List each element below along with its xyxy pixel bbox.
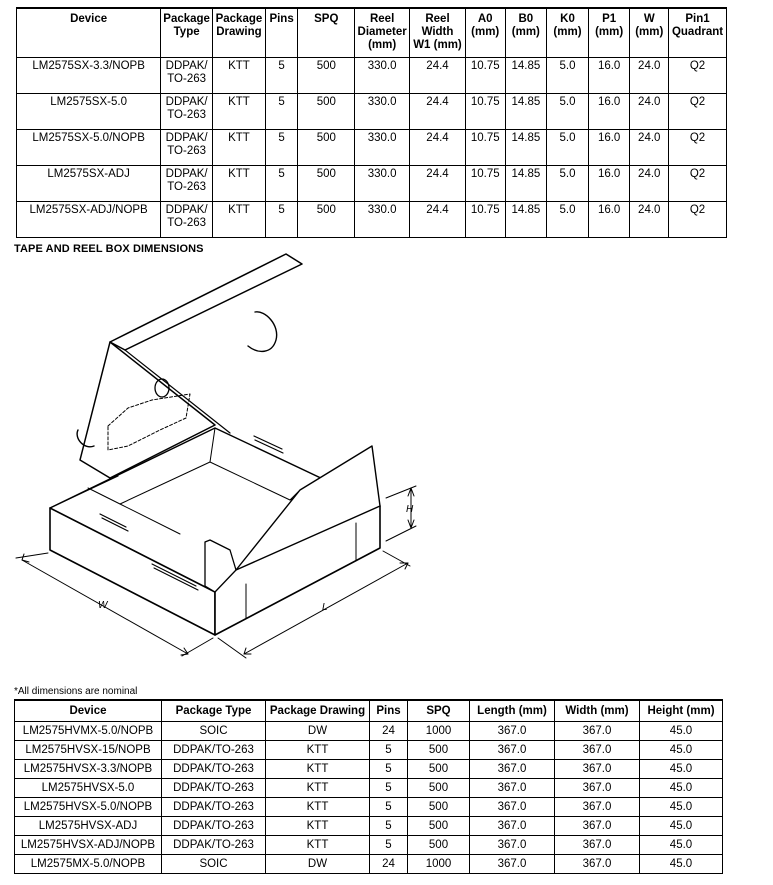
table-row	[17, 166, 727, 202]
reel-width-cell: 24.4	[410, 58, 466, 94]
pin1-quadrant-cell: Q2	[669, 166, 727, 202]
package-type-cell: DDPAK/ TO-263	[161, 94, 213, 130]
spq-cell: 1000	[408, 722, 470, 741]
reel-width-cell: 24.4	[410, 94, 466, 130]
spq-cell: 500	[298, 94, 355, 130]
col-length: Length (mm)	[470, 700, 555, 722]
package-type-cell: DDPAK/TO-263	[162, 836, 266, 855]
height-cell: 45.0	[640, 855, 723, 874]
col-package-drawing: Package Drawing	[213, 8, 266, 58]
device-cell: LM2575SX-ADJ/NOPB	[17, 202, 161, 238]
tape-reel-table-body	[17, 58, 727, 238]
reel-width-cell: 24.4	[410, 166, 466, 202]
col-pin1-quadrant: Pin1 Quadrant	[669, 8, 727, 58]
p1-cell: 16.0	[588, 130, 630, 166]
package-drawing-cell: DW	[266, 855, 370, 874]
package-type-cell: DDPAK/ TO-263	[161, 202, 213, 238]
k0-cell: 5.0	[547, 94, 589, 130]
device-cell: LM2575HVMX-5.0/NOPB	[15, 722, 162, 741]
col-p1: P1 (mm)	[588, 8, 630, 58]
spq-cell: 500	[298, 58, 355, 94]
pins-cell: 5	[370, 741, 408, 760]
box-table-header	[15, 700, 723, 722]
width-cell: 367.0	[555, 779, 640, 798]
package-type-cell: DDPAK/TO-263	[162, 741, 266, 760]
reel-width-cell: 24.4	[410, 130, 466, 166]
table-row	[17, 130, 727, 166]
width-label: W	[98, 600, 108, 611]
p1-cell: 16.0	[588, 166, 630, 202]
height-cell: 45.0	[640, 779, 723, 798]
pin1-quadrant-cell: Q2	[669, 130, 727, 166]
pins-cell: 5	[265, 166, 298, 202]
a0-cell: 10.75	[465, 130, 505, 166]
length-cell: 367.0	[470, 760, 555, 779]
col-width: Width (mm)	[555, 700, 640, 722]
col-device: Device	[17, 8, 161, 58]
w-cell: 24.0	[630, 202, 669, 238]
table-row	[15, 741, 723, 760]
col-package-type: Package Type	[161, 8, 213, 58]
height-cell: 45.0	[640, 798, 723, 817]
package-drawing-cell: KTT	[213, 202, 266, 238]
col-pins: Pins	[265, 8, 298, 58]
spq-cell: 500	[408, 779, 470, 798]
col-pins: Pins	[370, 700, 408, 722]
width-cell: 367.0	[555, 817, 640, 836]
b0-cell: 14.85	[505, 94, 547, 130]
length-label: L	[322, 602, 328, 613]
pins-cell: 24	[370, 722, 408, 741]
package-drawing-cell: KTT	[266, 798, 370, 817]
reel-diameter-cell: 330.0	[355, 130, 410, 166]
height-cell: 45.0	[640, 741, 723, 760]
package-type-cell: DDPAK/TO-263	[162, 817, 266, 836]
p1-cell: 16.0	[588, 58, 630, 94]
reel-diameter-cell: 330.0	[355, 94, 410, 130]
k0-cell: 5.0	[547, 202, 589, 238]
width-cell: 367.0	[555, 836, 640, 855]
pins-cell: 5	[265, 130, 298, 166]
spq-cell: 500	[408, 836, 470, 855]
pins-cell: 5	[370, 817, 408, 836]
length-cell: 367.0	[470, 798, 555, 817]
table-row	[15, 722, 723, 741]
section-title: TAPE AND REEL BOX DIMENSIONS	[14, 243, 204, 255]
col-spq: SPQ	[298, 8, 355, 58]
col-reel-width: Reel Width W1 (mm)	[410, 8, 466, 58]
pin1-quadrant-cell: Q2	[669, 202, 727, 238]
width-cell: 367.0	[555, 855, 640, 874]
width-cell: 367.0	[555, 798, 640, 817]
table-row	[15, 798, 723, 817]
b0-cell: 14.85	[505, 130, 547, 166]
device-cell: LM2575SX-ADJ	[17, 166, 161, 202]
spq-cell: 500	[408, 741, 470, 760]
spq-cell: 500	[408, 817, 470, 836]
device-cell: LM2575HVSX-15/NOPB	[15, 741, 162, 760]
package-type-cell: DDPAK/TO-263	[162, 760, 266, 779]
spq-cell: 1000	[408, 855, 470, 874]
reel-width-cell: 24.4	[410, 202, 466, 238]
header-row	[17, 8, 727, 58]
spq-cell: 500	[298, 130, 355, 166]
pins-cell: 5	[370, 798, 408, 817]
spq-cell: 500	[408, 798, 470, 817]
package-type-cell: DDPAK/TO-263	[162, 798, 266, 817]
package-drawing-cell: KTT	[213, 166, 266, 202]
col-reel-diameter: Reel Diameter (mm)	[355, 8, 410, 58]
package-type-cell: DDPAK/TO-263	[162, 779, 266, 798]
device-cell: LM2575SX-5.0/NOPB	[17, 130, 161, 166]
a0-cell: 10.75	[465, 202, 505, 238]
table-row	[17, 202, 727, 238]
k0-cell: 5.0	[547, 58, 589, 94]
device-cell: LM2575HVSX-ADJ	[15, 817, 162, 836]
length-cell: 367.0	[470, 836, 555, 855]
device-cell: LM2575HVSX-5.0/NOPB	[15, 798, 162, 817]
box-front-face	[50, 508, 215, 635]
package-drawing-cell: KTT	[266, 817, 370, 836]
package-drawing-cell: KTT	[266, 779, 370, 798]
table-row	[15, 836, 723, 855]
b0-cell: 14.85	[505, 166, 547, 202]
box-dimensions-table	[14, 699, 723, 874]
height-cell: 45.0	[640, 836, 723, 855]
pins-cell: 5	[265, 202, 298, 238]
k0-cell: 5.0	[547, 166, 589, 202]
package-drawing-cell: KTT	[213, 94, 266, 130]
w-cell: 24.0	[630, 130, 669, 166]
reel-box-drawing	[0, 250, 470, 680]
length-cell: 367.0	[470, 817, 555, 836]
p1-cell: 16.0	[588, 94, 630, 130]
height-cell: 45.0	[640, 722, 723, 741]
box-lid	[80, 342, 215, 478]
height-cell: 45.0	[640, 760, 723, 779]
package-drawing-cell: KTT	[266, 741, 370, 760]
box-table-body	[15, 722, 723, 874]
table-row	[17, 94, 727, 130]
package-type-cell: SOIC	[162, 722, 266, 741]
spq-cell: 500	[408, 760, 470, 779]
reel-diameter-cell: 330.0	[355, 58, 410, 94]
pins-cell: 5	[265, 94, 298, 130]
table-row	[15, 817, 723, 836]
package-type-cell: DDPAK/ TO-263	[161, 166, 213, 202]
device-cell: LM2575SX-5.0	[17, 94, 161, 130]
width-cell: 367.0	[555, 760, 640, 779]
col-device: Device	[15, 700, 162, 722]
a0-cell: 10.75	[465, 166, 505, 202]
a0-cell: 10.75	[465, 58, 505, 94]
w-cell: 24.0	[630, 166, 669, 202]
col-spq: SPQ	[408, 700, 470, 722]
col-b0: B0 (mm)	[505, 8, 547, 58]
spq-cell: 500	[298, 202, 355, 238]
b0-cell: 14.85	[505, 58, 547, 94]
pin1-quadrant-cell: Q2	[669, 94, 727, 130]
pins-cell: 5	[370, 779, 408, 798]
height-label: H	[406, 504, 414, 515]
pin1-quadrant-cell: Q2	[669, 58, 727, 94]
package-type-cell: DDPAK/ TO-263	[161, 130, 213, 166]
w-cell: 24.0	[630, 58, 669, 94]
col-package-drawing: Package Drawing	[266, 700, 370, 722]
k0-cell: 5.0	[547, 130, 589, 166]
length-cell: 367.0	[470, 779, 555, 798]
table-row	[15, 760, 723, 779]
length-cell: 367.0	[470, 741, 555, 760]
package-type-cell: SOIC	[162, 855, 266, 874]
package-drawing-cell: KTT	[213, 58, 266, 94]
device-cell: LM2575HVSX-3.3/NOPB	[15, 760, 162, 779]
length-cell: 367.0	[470, 855, 555, 874]
device-cell: LM2575HVSX-ADJ/NOPB	[15, 836, 162, 855]
package-drawing-cell: KTT	[213, 130, 266, 166]
reel-diameter-cell: 330.0	[355, 166, 410, 202]
pins-cell: 5	[370, 760, 408, 779]
col-height: Height (mm)	[640, 700, 723, 722]
col-w: W (mm)	[630, 8, 669, 58]
reel-diameter-cell: 330.0	[355, 202, 410, 238]
pins-cell: 24	[370, 855, 408, 874]
header-row	[15, 700, 723, 722]
spq-cell: 500	[298, 166, 355, 202]
w-cell: 24.0	[630, 94, 669, 130]
table-row	[15, 855, 723, 874]
package-type-cell: DDPAK/ TO-263	[161, 58, 213, 94]
tape-reel-table-header	[17, 8, 727, 58]
length-cell: 367.0	[470, 722, 555, 741]
b0-cell: 14.85	[505, 202, 547, 238]
p1-cell: 16.0	[588, 202, 630, 238]
table-row	[15, 779, 723, 798]
tape-reel-table	[16, 7, 727, 238]
device-cell: LM2575HVSX-5.0	[15, 779, 162, 798]
package-drawing-cell: DW	[266, 722, 370, 741]
table-row	[17, 58, 727, 94]
col-package-type: Package Type	[162, 700, 266, 722]
width-cell: 367.0	[555, 722, 640, 741]
width-cell: 367.0	[555, 741, 640, 760]
device-cell: LM2575SX-3.3/NOPB	[17, 58, 161, 94]
pins-cell: 5	[265, 58, 298, 94]
col-a0: A0 (mm)	[465, 8, 505, 58]
device-cell: LM2575MX-5.0/NOPB	[15, 855, 162, 874]
pins-cell: 5	[370, 836, 408, 855]
a0-cell: 10.75	[465, 94, 505, 130]
package-drawing-cell: KTT	[266, 760, 370, 779]
package-drawing-cell: KTT	[266, 836, 370, 855]
height-cell: 45.0	[640, 817, 723, 836]
footnote: *All dimensions are nominal	[14, 686, 138, 697]
col-k0: K0 (mm)	[547, 8, 589, 58]
